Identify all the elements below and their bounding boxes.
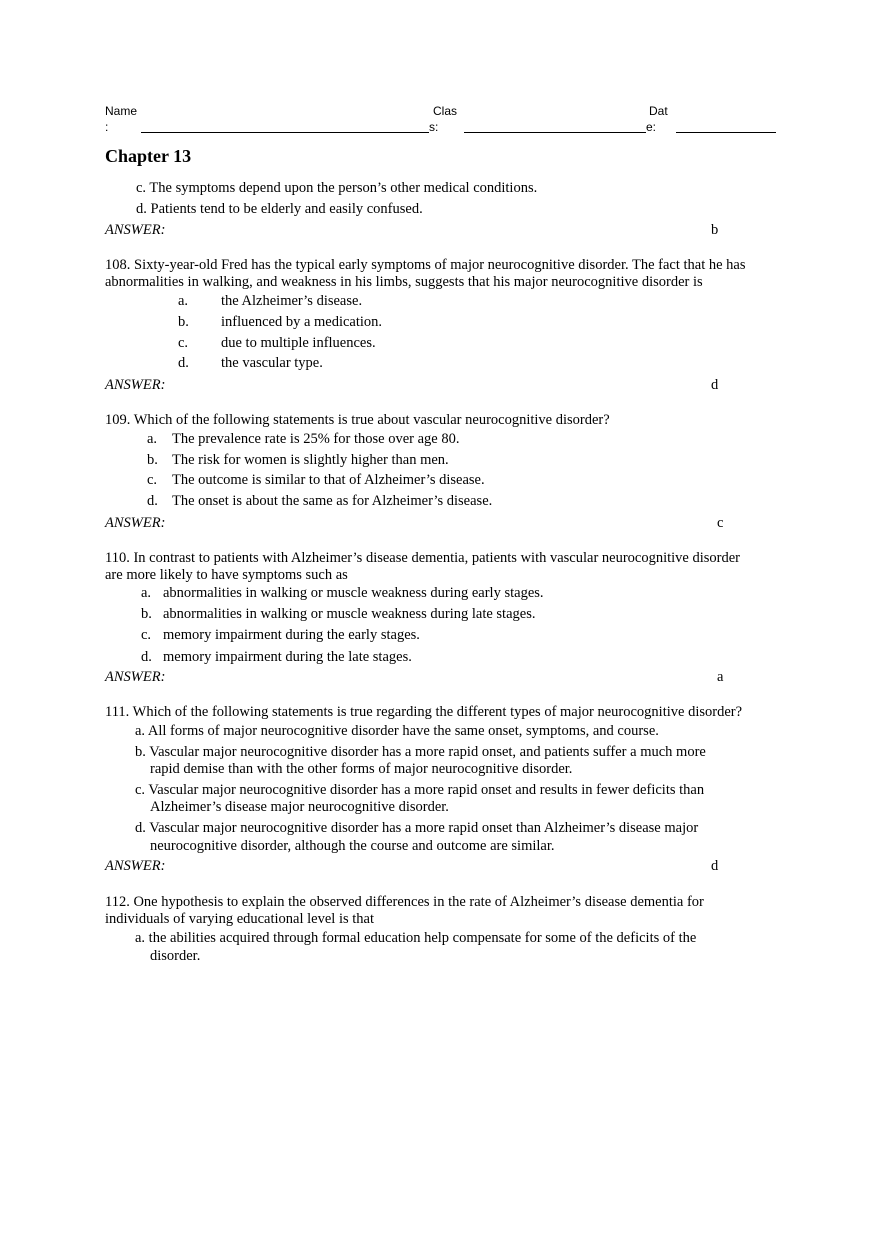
q112-option-a-line1: a. the abilities acquired through formal education help compensate for some of the deficits of the <box>135 930 697 946</box>
q111-option-b-line1: b. Vascular major neurocognitive disorder has a more rapid onset, and patients suffer a much more <box>135 744 706 760</box>
q108-answer-value: d <box>711 377 719 393</box>
q111-answer-label: ANSWER: <box>105 858 166 874</box>
q111-option-d-line2: neurocognitive disorder, although the course and outcome are similar. <box>150 838 555 854</box>
q110-answer-value: a <box>717 669 724 685</box>
prev-answer-value: b <box>711 222 719 238</box>
q110-stem-line2: are more likely to have symptoms such as <box>105 567 348 583</box>
q111-option-c-line1: c. Vascular major neurocognitive disorder has a more rapid onset and results in fewer deficits than <box>135 782 705 798</box>
date-label: Dat <box>649 104 668 118</box>
q110-option-c-letter: c. <box>141 627 152 643</box>
q108-option-a-text: the Alzheimer’s disease. <box>221 293 363 309</box>
q109-option-c-text: The outcome is similar to that of Alzheimer’s disease. <box>172 472 485 488</box>
q110-option-d-letter: d. <box>141 649 152 665</box>
name-label-colon: : <box>105 120 109 134</box>
q111-option-a: a. All forms of major neurocognitive disorder have the same onset, symptoms, and course. <box>135 723 659 739</box>
q110-answer-label: ANSWER: <box>105 669 166 685</box>
q111-stem: 111. Which of the following statements is true regarding the different types of major neurocognitive disorder? <box>105 704 743 720</box>
q110-option-a-text: abnormalities in walking or muscle weakness during early stages. <box>163 585 544 601</box>
q111-option-c-line2: Alzheimer’s disease major neurocognitive disorder. <box>150 799 449 815</box>
q111-option-b-line2: rapid demise than with the other forms of major neurocognitive disorder. <box>150 761 573 777</box>
q108-option-d-letter: d. <box>178 355 189 371</box>
date-label-suffix: e: <box>646 120 657 134</box>
q109-option-c-letter: c. <box>147 472 158 488</box>
q111-option-d-line1: d. Vascular major neurocognitive disorder has a more rapid onset than Alzheimer’s disease major <box>135 820 699 836</box>
q109-answer-label: ANSWER: <box>105 515 166 531</box>
q108-option-b-text: influenced by a medication. <box>221 314 383 330</box>
q109-answer-value: c <box>717 515 724 531</box>
date-field-line <box>676 132 776 133</box>
q109-option-a-text: The prevalence rate is 25% for those over age 80. <box>172 431 460 447</box>
q110-option-b-text: abnormalities in walking or muscle weakness during late stages. <box>163 606 536 622</box>
q109-option-d-letter: d. <box>147 493 158 509</box>
q112-option-a-line2: disorder. <box>150 948 201 964</box>
q108-option-d-text: the vascular type. <box>221 355 323 371</box>
q108-answer-label: ANSWER: <box>105 377 166 393</box>
prev-answer-label: ANSWER: <box>105 222 166 238</box>
q109-option-b-letter: b. <box>147 452 158 468</box>
name-label: Name <box>105 104 138 118</box>
q109-option-a-letter: a. <box>147 431 158 447</box>
q110-option-d-text: memory impairment during the late stages. <box>163 649 412 665</box>
q111-answer-value: d <box>711 858 719 874</box>
q110-stem-line1: 110. In contrast to patients with Alzheimer’s disease dementia, patients with vascular neurocognitive disorder <box>105 550 741 566</box>
name-field-line <box>141 132 429 133</box>
q110-option-c-text: memory impairment during the early stages. <box>163 627 420 643</box>
class-label: Clas <box>433 104 458 118</box>
q108-stem-line1: 108. Sixty-year-old Fred has the typical early symptoms of major neurocognitive disorder. The fact that he has <box>105 257 746 273</box>
q108-option-c-letter: c. <box>178 335 189 351</box>
class-label-suffix: s: <box>429 120 439 134</box>
q109-option-b-text: The risk for women is slightly higher than men. <box>172 452 449 468</box>
prev-option-d: d. Patients tend to be elderly and easily confused. <box>136 201 423 217</box>
q112-stem-line1: 112. One hypothesis to explain the observed differences in the rate of Alzheimer’s disease dementia for <box>105 894 704 910</box>
q108-option-a-letter: a. <box>178 293 189 309</box>
q108-option-c-text: due to multiple influences. <box>221 335 376 351</box>
prev-option-c: c. The symptoms depend upon the person’s other medical conditions. <box>136 180 538 196</box>
q109-stem: 109. Which of the following statements is true about vascular neurocognitive disorder? <box>105 412 610 428</box>
class-field-line <box>464 132 646 133</box>
q108-stem-line2: abnormalities in walking, and weakness in his limbs, suggests that his major neurocognitive disorder is <box>105 274 703 290</box>
q110-option-a-letter: a. <box>141 585 152 601</box>
chapter-title: Chapter 13 <box>105 146 192 166</box>
q109-option-d-text: The onset is about the same as for Alzheimer’s disease. <box>172 493 493 509</box>
q110-option-b-letter: b. <box>141 606 152 622</box>
q112-stem-line2: individuals of varying educational level is that <box>105 911 374 927</box>
q108-option-b-letter: b. <box>178 314 189 330</box>
